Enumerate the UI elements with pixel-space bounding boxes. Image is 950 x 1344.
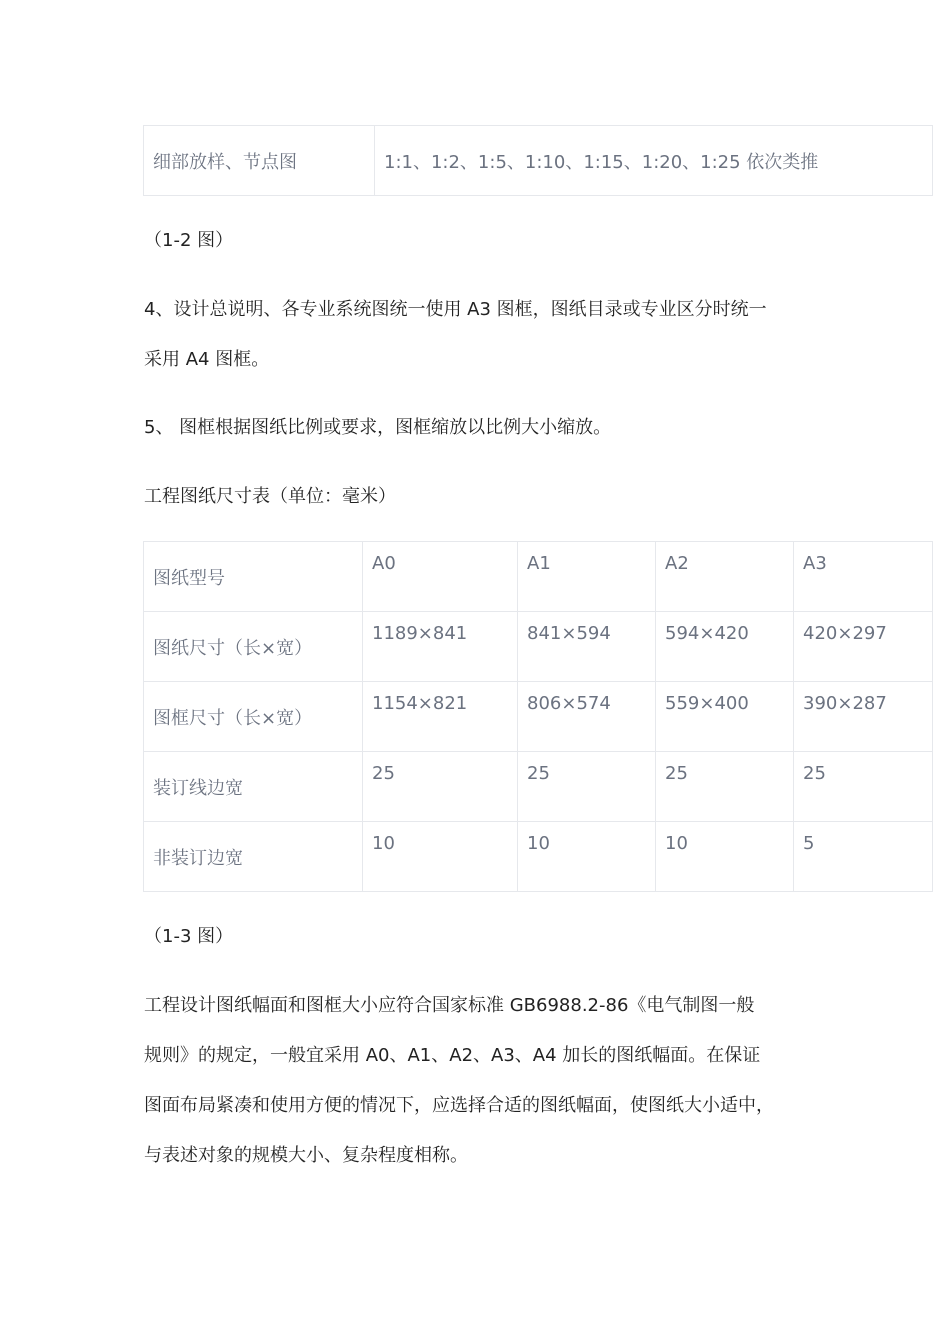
scale-table [143,125,933,196]
table-cell: 841×594 [518,612,656,682]
table-cell: 图纸型号 [144,542,363,612]
table-cell: A1 [518,542,656,612]
table-cell: 图纸尺寸（长×宽） [144,612,363,682]
table-cell: 420×297 [794,612,933,682]
table-cell: 10 [656,822,794,892]
table-cell: 非装订边宽 [144,822,363,892]
table-cell: 25 [794,752,933,822]
table-row [144,612,933,682]
table-cell: 10 [363,822,518,892]
table-cell: A0 [363,542,518,612]
paper-size-table [143,541,933,892]
table-row [144,682,933,752]
figure-caption-1-2: （1-2 图） [144,230,234,251]
table-cell: 559×400 [656,682,794,752]
table-cell: 390×287 [794,682,933,752]
table-cell: 1154×821 [363,682,518,752]
table-row [144,126,933,196]
table-cell: 806×574 [518,682,656,752]
paragraph-line: 采用 A4 图框。 [144,349,270,370]
scale-table-label: 细部放样、节点图 [144,126,375,196]
table-cell: 25 [656,752,794,822]
table-cell: A2 [656,542,794,612]
paragraph-line: 工程设计图纸幅面和图框大小应符合国家标准 GB6988.2-86《电气制图一般 [144,995,755,1016]
table-cell: 图框尺寸（长×宽） [144,682,363,752]
scale-table-value: 1:1、1:2、1:5、1:10、1:15、1:20、1:25 依次类推 [375,126,933,196]
closing-paragraph [144,981,774,1181]
table-cell: 25 [518,752,656,822]
table-cell: 5 [794,822,933,892]
paragraph-item-5: 5、 图框根据图纸比例或要求，图框缩放以比例大小缩放。 [144,417,612,438]
table-cell: 装订线边宽 [144,752,363,822]
table-cell: 10 [518,822,656,892]
table-cell: 1189×841 [363,612,518,682]
figure-caption-1-3: （1-3 图） [144,926,234,947]
paragraph-item-4 [144,285,767,385]
paragraph-line: 与表述对象的规模大小、复杂程度相称。 [144,1145,468,1166]
table-row [144,752,933,822]
paragraph-line: 4、设计总说明、各专业系统图统一使用 A3 图框，图纸目录或专业区分时统一 [144,299,767,320]
table-row [144,822,933,892]
table-cell: 25 [363,752,518,822]
size-table-title: 工程图纸尺寸表（单位：毫米） [144,486,396,507]
table-cell: 594×420 [656,612,794,682]
paragraph-line: 图面布局紧凑和使用方便的情况下，应选择合适的图纸幅面，使图纸大小适中， [144,1095,774,1116]
table-header-row [144,542,933,612]
table-cell: A3 [794,542,933,612]
paragraph-line: 规则》的规定，一般宜采用 A0、A1、A2、A3、A4 加长的图纸幅面。在保证 [144,1045,761,1066]
